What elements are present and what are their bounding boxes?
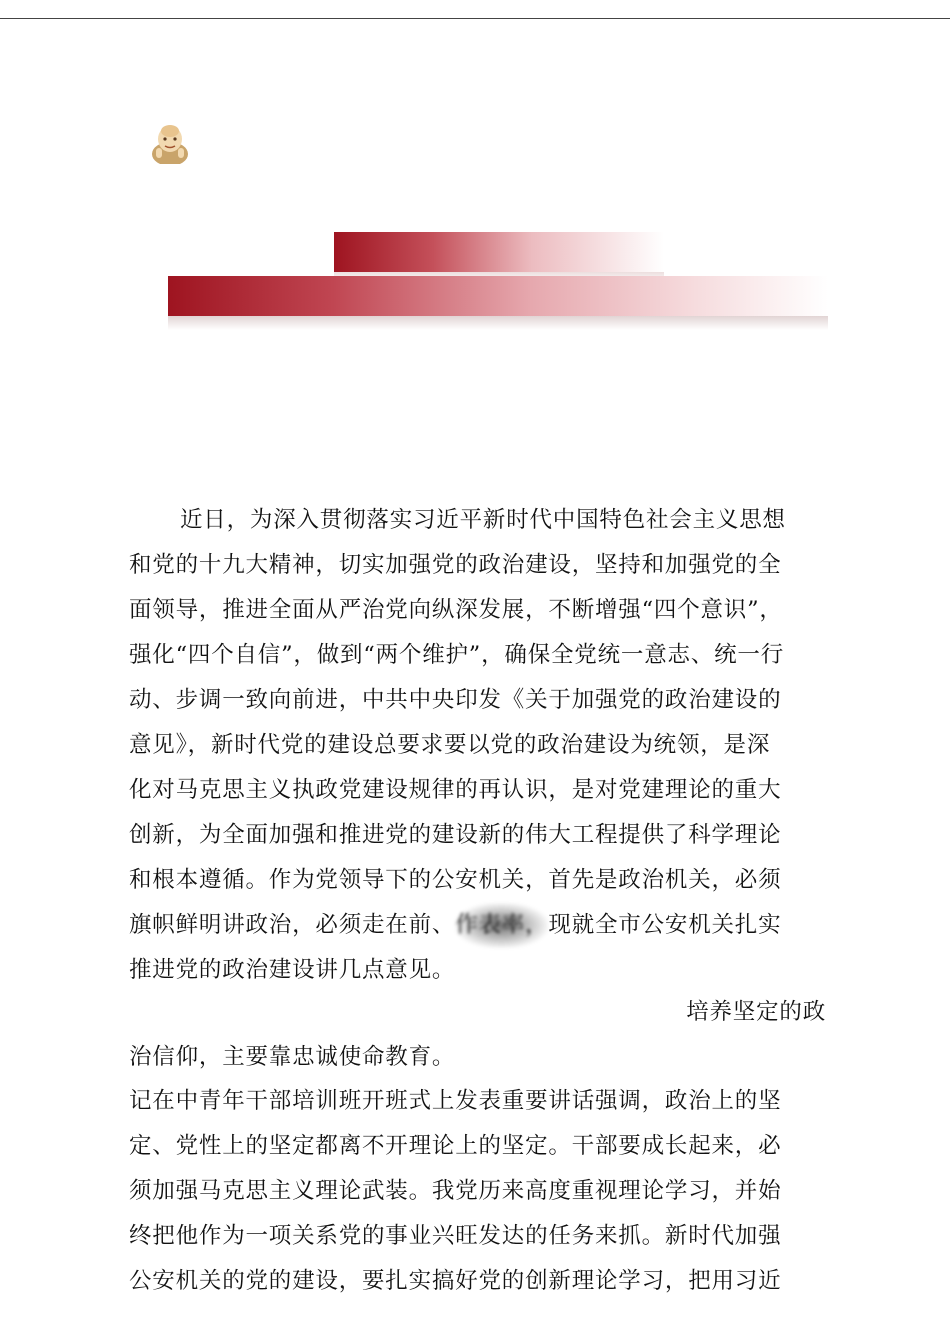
decorative-band-upper: [334, 232, 664, 272]
paragraph-line: 动、步调一致向前进，中共中央印发《关于加强党的政治建设的: [129, 687, 782, 713]
paragraph-line: 须加强马克思主义理论武装。我党历来高度重视理论学习，并始: [129, 1178, 782, 1204]
paragraph-line: 推进党的政治建设讲几点意见。: [129, 957, 456, 983]
paragraph-line: 终把他作为一项关系党的事业兴旺发达的任务来抓。新时代加强: [129, 1223, 782, 1249]
paragraph-line: 定、党性上的坚定都离不开理论上的坚定。干部要成长起来，必: [129, 1133, 782, 1159]
avatar-icon: [148, 124, 192, 164]
decorative-band-lower: [168, 276, 828, 316]
paragraph-line: 治信仰，主要靠忠诚使命教育。: [129, 1044, 456, 1070]
section-heading-continuation: [129, 1035, 849, 1080]
paragraph-line: 近日，为深入贯彻落实习近平新时代中国特色社会主义思想: [180, 507, 786, 533]
paragraph-line: 创新，为全面加强和推进党的建设新的伟大工程提供了科学理论: [129, 822, 782, 848]
paragraph-line-with-blur: [129, 903, 849, 948]
paragraph-line: 记在中青年干部培训班开班式上发表重要讲话强调，政治上的坚: [129, 1088, 782, 1114]
line-text: 旗帜鲜明讲政治，必须走在前、: [129, 912, 456, 938]
paragraph-line: 和根本遵循。作为党领导下的公安机关，首先是政治机关，必须: [129, 867, 782, 893]
paragraph-line: 化对马克思主义执政党建设规律的再认识，是对党建理论的重大: [129, 777, 782, 803]
body-paragraph-1: [129, 498, 849, 993]
paragraph-line: 强化“四个自信”，做到“两个维护”，确保全党统一意志、统一行: [129, 642, 785, 668]
header-rule: [0, 18, 950, 19]
paragraph-line: 公安机关的党的建设，要扎实搞好党的创新理论学习，把用习近: [129, 1268, 782, 1294]
paragraph-line: 和党的十九大精神，切实加强党的政治建设，坚持和加强党的全: [129, 552, 782, 578]
section-heading: 培养坚定的政: [686, 999, 826, 1025]
blurred-text: 作表率，: [455, 903, 548, 948]
paragraph-line: 意见》，新时代党的建设总要求要以党的政治建设为统领，是深: [129, 732, 771, 758]
body-paragraph-2: [129, 1079, 849, 1304]
line-text: 现就全市公安机关扎实: [548, 912, 782, 938]
paragraph-line: 面领导，推进全面从严治党向纵深发展，不断增强“四个意识”，: [129, 597, 783, 623]
